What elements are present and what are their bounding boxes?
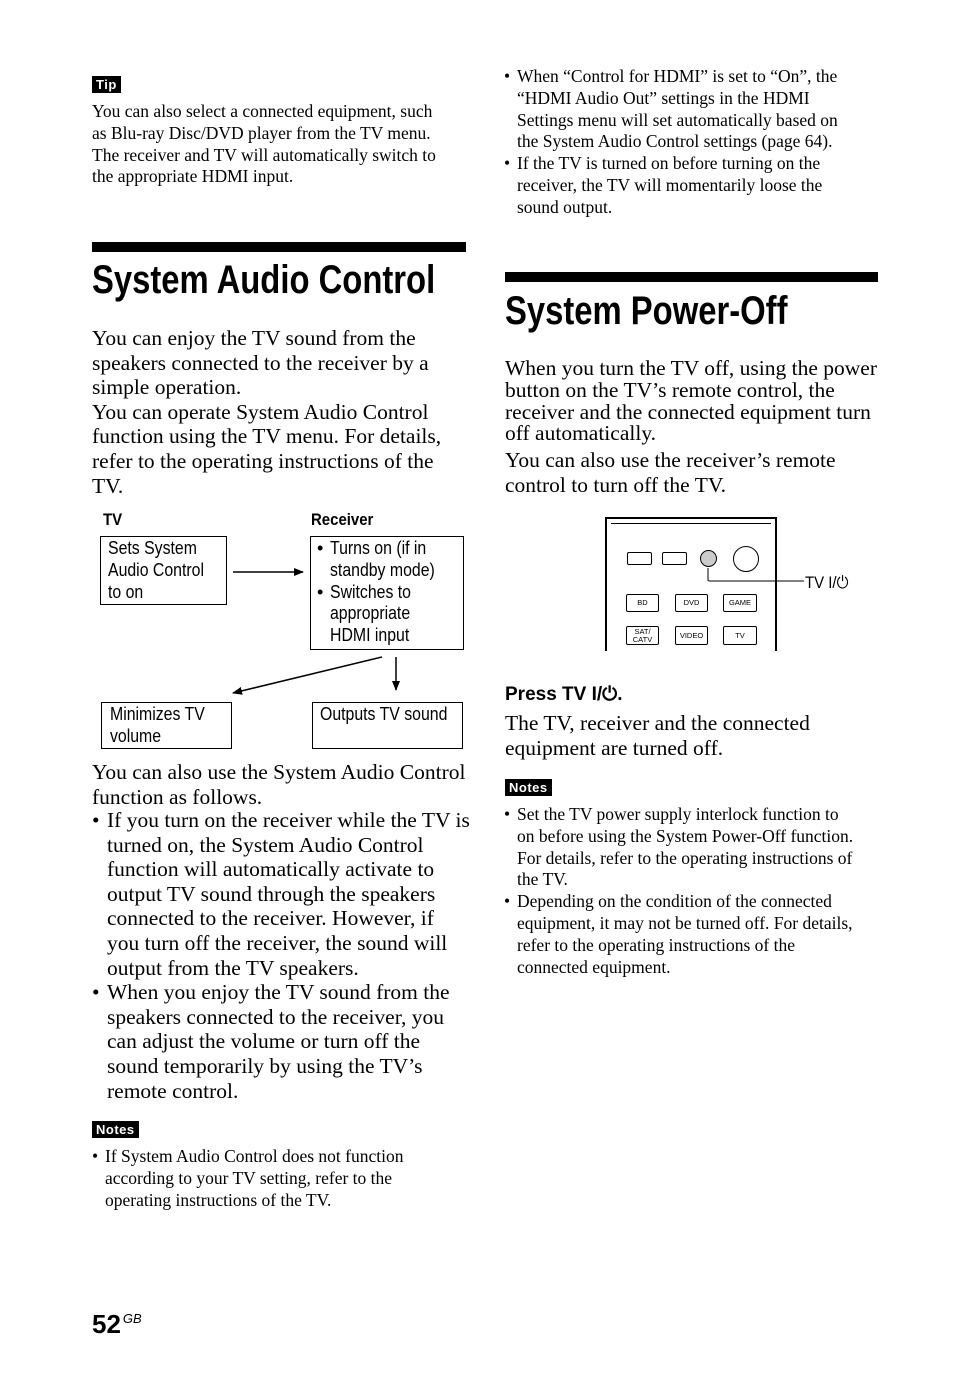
- remote-button-bd: BD: [626, 594, 659, 612]
- audio-control-intro: [92, 326, 472, 498]
- intro-line: You can also use the receiver’s remote: [505, 448, 836, 473]
- tv-box-line: to on: [108, 581, 144, 602]
- section-title-power-off: System Power-Off: [505, 289, 788, 333]
- step-result: [505, 711, 885, 760]
- tip-text: [92, 101, 472, 188]
- notes-badge: Notes: [505, 779, 552, 796]
- intro-line: receiver and the connected equipment turn: [505, 399, 871, 424]
- note-item: • If the TV is turned on before turning on the receiver, the TV will momentarily loose the sound output.: [504, 153, 884, 218]
- also-line: You can also use the System Audio Control: [92, 760, 466, 784]
- intro-line: When you turn the TV off, using the power: [505, 356, 878, 380]
- note-item: • Depending on the condition of the connected equipment, it may not be turned off. For details, refer to the operating instructions of the connected equipment.: [504, 891, 884, 978]
- note-item: • If System Audio Control does not function according to your TV setting, refer to the operating instructions of the TV.: [92, 1146, 472, 1211]
- tip-line: as Blu-ray Disc/DVD player from the TV menu.: [92, 122, 431, 143]
- remote-button-game: GAME: [723, 594, 757, 612]
- remote-button: [662, 552, 687, 565]
- outputs-sound-box: [312, 702, 463, 749]
- tv-box-line: Audio Control: [108, 559, 204, 580]
- minimizes-line: Minimizes TV: [110, 704, 205, 724]
- step-line: equipment are turned off.: [505, 735, 724, 760]
- notes-badge: Notes: [92, 1121, 139, 1138]
- receiver-action-box: [310, 536, 464, 650]
- callout-tv-power: TV I/⏻: [805, 573, 849, 592]
- intro-line: simple operation.: [92, 375, 242, 400]
- intro-line: speakers connected to the receiver by a: [92, 350, 429, 375]
- intro-line: off automatically.: [505, 421, 657, 446]
- hdmi-notes: [504, 66, 884, 219]
- remote-button-video: VIDEO: [675, 626, 708, 645]
- minimizes-line: volume: [110, 725, 162, 746]
- minimizes-volume-box: [101, 702, 232, 749]
- remote-button-tv: TV: [723, 626, 757, 645]
- page-number-value: 52: [92, 1309, 121, 1339]
- audio-control-also: [92, 760, 472, 809]
- page-number: [92, 1309, 142, 1340]
- remote-button-dvd: DVD: [675, 594, 708, 612]
- audio-control-notes: [92, 1146, 472, 1211]
- remote-button: [627, 552, 652, 565]
- tip-badge: Tip: [92, 76, 121, 93]
- list-item: • When you enjoy the TV sound from the speakers connected to the receiver, you can adjust the volume or turn off the sound temporarily by using the TV’s remote control.: [92, 980, 472, 1103]
- diagram-tv-label: TV: [103, 510, 123, 529]
- section-title-audio-control: System Audio Control: [92, 258, 436, 302]
- note-item: • When “Control for HDMI” is set to “On”, the “HDMI Audio Out” settings in the HDMI Settings menu will set automatically based on the System Audio Control settings (page 64).: [504, 66, 884, 153]
- tv-action-box: [100, 536, 227, 605]
- intro-line: You can operate System Audio Control: [92, 399, 429, 424]
- intro-line: refer to the operating instructions of the: [92, 448, 434, 473]
- power-off-intro: [505, 358, 885, 497]
- power-off-notes: [504, 804, 884, 978]
- audio-control-bullets: [92, 808, 472, 1103]
- tv-box-line: Sets System: [108, 538, 197, 558]
- list-item: • If you turn on the receiver while the TV is turned on, the System Audio Control function will automatically activate to output TV sound through the speakers connected to the receiver. However, if you turn off the receiver, the sound will output from the TV speakers.: [92, 808, 472, 980]
- remote-top-edge: [611, 523, 771, 524]
- intro-line: function using the TV menu. For details,: [92, 424, 442, 449]
- section-rule: [92, 242, 466, 252]
- intro-line: button on the TV’s remote control, the: [505, 377, 835, 402]
- callout-line: [700, 550, 810, 590]
- intro-line: You can enjoy the TV sound from the: [92, 326, 416, 350]
- also-line: function as follows.: [92, 784, 263, 809]
- page-number-suffix: GB: [122, 1311, 142, 1326]
- intro-line: TV.: [92, 473, 124, 498]
- diagram-receiver-label: Receiver: [311, 510, 374, 529]
- tip-line: the appropriate HDMI input.: [92, 166, 294, 187]
- receiver-item: • Switches to appropriate HDMI input: [317, 581, 412, 646]
- section-rule: [505, 272, 878, 282]
- remote-button-sat-catv: SAT/ CATV: [626, 626, 659, 645]
- outputs-line: Outputs TV sound: [320, 704, 448, 724]
- intro-line: control to turn off the TV.: [505, 472, 726, 497]
- step-heading: Press TV I/⏻.: [505, 684, 623, 705]
- tip-line: You can also select a connected equipment, such: [92, 101, 433, 121]
- step-line: The TV, receiver and the connected: [505, 711, 810, 735]
- receiver-item: • Turns on (if in standby mode): [317, 538, 435, 580]
- note-item: • Set the TV power supply interlock function to on before using the System Power-Off function. For details, refer to the operating instructions of the TV.: [504, 804, 884, 891]
- tip-line: The receiver and TV will automatically switch to: [92, 144, 436, 165]
- arrow-to-minimizes: [233, 657, 382, 693]
